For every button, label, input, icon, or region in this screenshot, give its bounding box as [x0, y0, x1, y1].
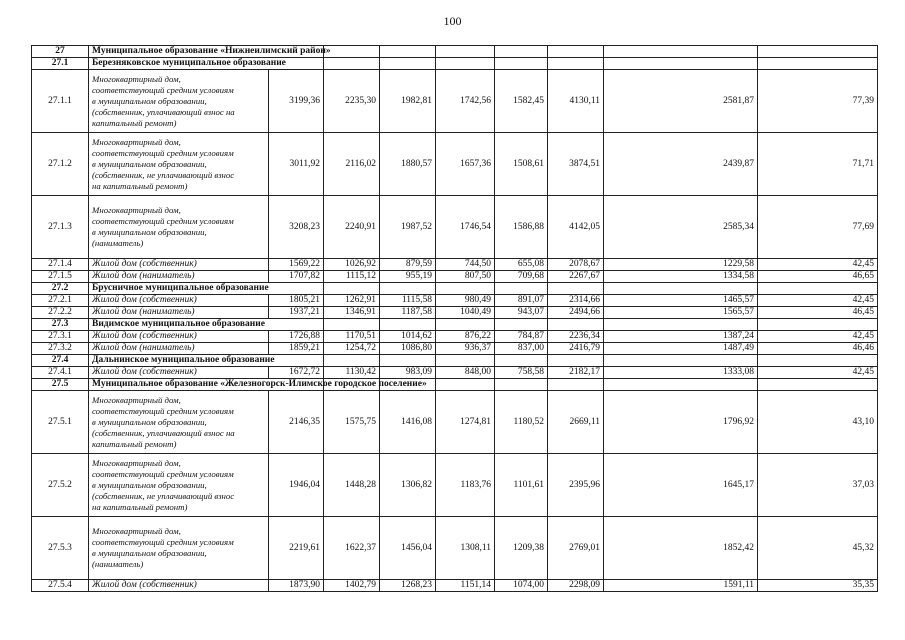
row-code: 27.2.2 — [32, 307, 89, 319]
value-cell: 1672,72 — [269, 367, 324, 379]
value-cell: 42,45 — [758, 295, 878, 307]
description-line: капитальный ремонт) — [92, 438, 177, 449]
table-row — [32, 70, 878, 133]
description-line: (собственник, не уплачивающий взнос — [92, 490, 235, 501]
row-code: 27.1.2 — [32, 133, 89, 196]
empty-cell — [758, 283, 878, 295]
value-cell: 1346,91 — [324, 307, 380, 319]
value-cell: 1014,62 — [380, 331, 436, 343]
value-cell: 1859,21 — [269, 343, 324, 355]
empty-cell — [495, 319, 548, 331]
value-cell: 35,35 — [758, 580, 878, 592]
empty-cell — [436, 379, 495, 391]
value-cell: 4130,11 — [548, 70, 604, 133]
value-cell: 46,46 — [758, 343, 878, 355]
empty-cell — [604, 379, 758, 391]
row-code: 27.1.1 — [32, 70, 89, 133]
empty-cell — [436, 283, 495, 295]
value-cell: 1274,81 — [436, 391, 495, 454]
row-code: 27.4.1 — [32, 367, 89, 379]
section-header-row — [32, 46, 878, 58]
value-cell: 709,68 — [495, 271, 548, 283]
value-cell: 848,00 — [436, 367, 495, 379]
empty-cell — [548, 379, 604, 391]
description-line: в муниципальном образовании, — [92, 95, 207, 106]
empty-cell — [380, 355, 436, 367]
empty-cell — [548, 319, 604, 331]
description-line: в муниципальном образовании, — [92, 227, 207, 237]
value-cell: 1416,08 — [380, 391, 436, 454]
value-cell: 2494,66 — [548, 307, 604, 319]
value-cell: 1645,17 — [604, 454, 758, 517]
section-title: Дальнинское муниципальное образование — [89, 355, 324, 367]
empty-cell — [436, 355, 495, 367]
value-cell: 879,59 — [380, 259, 436, 271]
row-code: 27.5.1 — [32, 391, 89, 454]
value-cell: 1575,75 — [324, 391, 380, 454]
value-cell: 71,71 — [758, 133, 878, 196]
value-cell: 1151,14 — [436, 580, 495, 592]
value-cell: 1569,22 — [269, 259, 324, 271]
value-cell: 1306,82 — [380, 454, 436, 517]
empty-cell — [324, 46, 380, 58]
value-cell: 1805,21 — [269, 295, 324, 307]
empty-cell — [436, 58, 495, 70]
value-cell: 1402,79 — [324, 580, 380, 592]
value-cell: 2146,35 — [269, 391, 324, 454]
table-row — [32, 580, 878, 592]
description-line: Жилой дом (собственник) — [92, 295, 197, 305]
row-description — [89, 307, 269, 319]
value-cell: 1852,42 — [604, 517, 758, 580]
description-line: (собственник, не уплачивающий взнос — [92, 169, 235, 180]
description-line: Многоквартирный дом, — [92, 73, 181, 84]
row-code: 27.1.3 — [32, 196, 89, 259]
empty-cell — [380, 58, 436, 70]
section-header-row — [32, 58, 878, 70]
value-cell: 744,50 — [436, 259, 495, 271]
row-description — [89, 580, 269, 592]
row-description — [89, 343, 269, 355]
value-cell: 77,69 — [758, 196, 878, 259]
value-cell: 1334,58 — [604, 271, 758, 283]
value-cell: 1565,57 — [604, 307, 758, 319]
row-description — [89, 367, 269, 379]
description-line: Жилой дом (наниматель) — [92, 343, 195, 353]
empty-cell — [604, 58, 758, 70]
value-cell: 784,87 — [495, 331, 548, 343]
value-cell: 2298,09 — [548, 580, 604, 592]
value-cell: 2182,17 — [548, 367, 604, 379]
empty-cell — [495, 379, 548, 391]
empty-cell — [604, 319, 758, 331]
row-description — [89, 259, 269, 271]
value-cell: 3874,51 — [548, 133, 604, 196]
page-number: 100 — [443, 14, 462, 28]
table-row — [32, 271, 878, 283]
value-cell: 943,07 — [495, 307, 548, 319]
description-line: Жилой дом (собственник) — [92, 259, 197, 269]
row-code: 27.3.2 — [32, 343, 89, 355]
section-title: Муниципальное образование «Нижнеилимский район» — [89, 46, 324, 58]
value-cell: 1982,81 — [380, 70, 436, 133]
empty-cell — [495, 283, 548, 295]
value-cell: 1937,21 — [269, 307, 324, 319]
value-cell: 2116,02 — [324, 133, 380, 196]
value-cell: 1448,28 — [324, 454, 380, 517]
value-cell: 1591,11 — [604, 580, 758, 592]
empty-cell — [324, 355, 380, 367]
description-line: в муниципальном образовании, — [92, 479, 207, 490]
description-line: соответствующий средним условиям — [92, 147, 234, 158]
table-row — [32, 307, 878, 319]
value-cell: 1229,58 — [604, 259, 758, 271]
value-cell: 1209,38 — [495, 517, 548, 580]
value-cell: 1657,36 — [436, 133, 495, 196]
empty-cell — [758, 58, 878, 70]
value-cell: 2669,11 — [548, 391, 604, 454]
description-line: соответствующий средним условиям — [92, 216, 234, 226]
value-cell: 1582,45 — [495, 70, 548, 133]
empty-cell — [548, 355, 604, 367]
table-row — [32, 133, 878, 196]
value-cell: 2769,01 — [548, 517, 604, 580]
empty-cell — [758, 46, 878, 58]
row-code: 27.2.1 — [32, 295, 89, 307]
empty-cell — [324, 283, 380, 295]
table-row — [32, 454, 878, 517]
value-cell: 891,07 — [495, 295, 548, 307]
section-code: 27 — [32, 46, 89, 58]
row-code: 27.5.3 — [32, 517, 89, 580]
section-code: 27.3 — [32, 319, 89, 331]
description-line: в муниципальном образовании, — [92, 158, 207, 169]
empty-cell — [495, 46, 548, 58]
value-cell: 1487,49 — [604, 343, 758, 355]
value-cell: 1726,88 — [269, 331, 324, 343]
empty-cell — [495, 355, 548, 367]
section-title: Видимское муниципальное образование — [89, 319, 324, 331]
row-code: 27.5.2 — [32, 454, 89, 517]
value-cell: 1622,37 — [324, 517, 380, 580]
empty-cell — [604, 46, 758, 58]
row-description — [89, 133, 269, 196]
empty-cell — [604, 283, 758, 295]
value-cell: 1742,56 — [436, 70, 495, 133]
value-cell: 1262,91 — [324, 295, 380, 307]
section-code: 27.5 — [32, 379, 89, 391]
row-description — [89, 295, 269, 307]
value-cell: 1170,51 — [324, 331, 380, 343]
table-row — [32, 367, 878, 379]
empty-cell — [758, 379, 878, 391]
empty-cell — [436, 319, 495, 331]
table-row — [32, 196, 878, 259]
empty-cell — [604, 355, 758, 367]
description-line: соответствующий средним условиям — [92, 468, 234, 479]
value-cell: 1086,80 — [380, 343, 436, 355]
description-line: соответствующий средним условиям — [92, 405, 234, 416]
value-cell: 2314,66 — [548, 295, 604, 307]
value-cell: 955,19 — [380, 271, 436, 283]
description-line: Многоквартирный дом, — [92, 394, 181, 405]
value-cell: 3199,36 — [269, 70, 324, 133]
description-line: Многоквартирный дом, — [92, 457, 181, 468]
value-cell: 2240,91 — [324, 196, 380, 259]
value-cell: 42,45 — [758, 331, 878, 343]
value-cell: 2236,34 — [548, 331, 604, 343]
value-cell: 3208,23 — [269, 196, 324, 259]
description-line: соответствующий средним условиям — [92, 84, 234, 95]
value-cell: 980,49 — [436, 295, 495, 307]
row-description — [89, 454, 269, 517]
section-code: 27.1 — [32, 58, 89, 70]
description-line: (наниматель) — [92, 559, 144, 569]
value-cell: 936,37 — [436, 343, 495, 355]
value-cell: 876,22 — [436, 331, 495, 343]
section-title: Березняковское муниципальное образование — [89, 58, 324, 70]
empty-cell — [548, 46, 604, 58]
value-cell: 1026,92 — [324, 259, 380, 271]
value-cell: 43,10 — [758, 391, 878, 454]
table-row — [32, 343, 878, 355]
value-cell: 758,58 — [495, 367, 548, 379]
value-cell: 77,39 — [758, 70, 878, 133]
value-cell: 1746,54 — [436, 196, 495, 259]
description-line: капитальный ремонт) — [92, 117, 177, 128]
table-body — [32, 46, 878, 592]
value-cell: 1183,76 — [436, 454, 495, 517]
value-cell: 1187,58 — [380, 307, 436, 319]
value-cell: 837,00 — [495, 343, 548, 355]
value-cell: 1946,04 — [269, 454, 324, 517]
section-code: 27.2 — [32, 283, 89, 295]
description-line: Многоквартирный дом, — [92, 136, 181, 147]
section-header-row — [32, 319, 878, 331]
value-cell: 42,45 — [758, 367, 878, 379]
empty-cell — [380, 319, 436, 331]
description-line: Жилой дом (собственник) — [92, 580, 197, 590]
value-cell: 2581,87 — [604, 70, 758, 133]
value-cell: 1115,12 — [324, 271, 380, 283]
value-cell: 1040,49 — [436, 307, 495, 319]
value-cell: 2078,67 — [548, 259, 604, 271]
description-line: на капитальный ремонт) — [92, 180, 188, 191]
value-cell: 655,08 — [495, 259, 548, 271]
row-code: 27.5.4 — [32, 580, 89, 592]
description-line: Многоквартирный дом, — [92, 205, 181, 215]
value-cell: 1456,04 — [380, 517, 436, 580]
table-row — [32, 517, 878, 580]
description-line: Жилой дом (наниматель) — [92, 271, 195, 281]
empty-cell — [758, 355, 878, 367]
value-cell: 1880,57 — [380, 133, 436, 196]
description-line: (собственник, уплачивающий взнос на — [92, 106, 235, 117]
value-cell: 2267,67 — [548, 271, 604, 283]
empty-cell — [758, 319, 878, 331]
empty-cell — [548, 58, 604, 70]
row-description — [89, 331, 269, 343]
section-code: 27.4 — [32, 355, 89, 367]
value-cell: 1987,52 — [380, 196, 436, 259]
value-cell: 983,09 — [380, 367, 436, 379]
section-header-row — [32, 355, 878, 367]
table-row — [32, 259, 878, 271]
table-row — [32, 331, 878, 343]
row-code: 27.1.5 — [32, 271, 89, 283]
value-cell: 1873,90 — [269, 580, 324, 592]
empty-cell — [324, 319, 380, 331]
value-cell: 1333,08 — [604, 367, 758, 379]
table-row — [32, 391, 878, 454]
value-cell: 4142,05 — [548, 196, 604, 259]
table-row — [32, 295, 878, 307]
description-line: Жилой дом (наниматель) — [92, 307, 195, 317]
description-line: Многоквартирный дом, — [92, 526, 181, 536]
value-cell: 1074,00 — [495, 580, 548, 592]
value-cell: 2585,34 — [604, 196, 758, 259]
row-description — [89, 517, 269, 580]
value-cell: 2395,96 — [548, 454, 604, 517]
value-cell: 2439,87 — [604, 133, 758, 196]
description-line: в муниципальном образовании, — [92, 416, 207, 427]
section-title: Муниципальное образование «Железногорск-Илимское городское поселение» — [89, 379, 324, 391]
value-cell: 1796,92 — [604, 391, 758, 454]
value-cell: 1180,52 — [495, 391, 548, 454]
description-line: (наниматель) — [92, 238, 144, 248]
row-code: 27.3.1 — [32, 331, 89, 343]
description-line: Жилой дом (собственник) — [92, 331, 197, 341]
value-cell: 46,65 — [758, 271, 878, 283]
value-cell: 2416,79 — [548, 343, 604, 355]
empty-cell — [495, 58, 548, 70]
empty-cell — [380, 283, 436, 295]
description-line: в муниципальном образовании, — [92, 548, 207, 558]
value-cell: 1254,72 — [324, 343, 380, 355]
row-description — [89, 391, 269, 454]
row-code: 27.1.4 — [32, 259, 89, 271]
empty-cell — [324, 58, 380, 70]
tariff-table — [31, 45, 878, 592]
value-cell: 1130,42 — [324, 367, 380, 379]
value-cell: 1308,11 — [436, 517, 495, 580]
description-line: Жилой дом (собственник) — [92, 367, 197, 377]
row-description — [89, 70, 269, 133]
value-cell: 1465,57 — [604, 295, 758, 307]
empty-cell — [548, 283, 604, 295]
description-line: на капитальный ремонт) — [92, 501, 188, 512]
description-line: (собственник, уплачивающий взнос на — [92, 427, 235, 438]
value-cell: 2235,30 — [324, 70, 380, 133]
section-title: Брусничное муниципальное образование — [89, 283, 324, 295]
value-cell: 46,45 — [758, 307, 878, 319]
value-cell: 1115,58 — [380, 295, 436, 307]
section-header-row — [32, 283, 878, 295]
value-cell: 1707,82 — [269, 271, 324, 283]
value-cell: 807,50 — [436, 271, 495, 283]
value-cell: 37,03 — [758, 454, 878, 517]
value-cell: 2219,61 — [269, 517, 324, 580]
value-cell: 1508,61 — [495, 133, 548, 196]
value-cell: 1387,24 — [604, 331, 758, 343]
value-cell: 1268,23 — [380, 580, 436, 592]
row-description — [89, 271, 269, 283]
value-cell: 3011,92 — [269, 133, 324, 196]
description-line: соответствующий средним условиям — [92, 537, 234, 547]
value-cell: 42,45 — [758, 259, 878, 271]
empty-cell — [380, 46, 436, 58]
value-cell: 45,32 — [758, 517, 878, 580]
section-header-row — [32, 379, 878, 391]
value-cell: 1586,88 — [495, 196, 548, 259]
value-cell: 1101,61 — [495, 454, 548, 517]
row-description — [89, 196, 269, 259]
empty-cell — [436, 46, 495, 58]
